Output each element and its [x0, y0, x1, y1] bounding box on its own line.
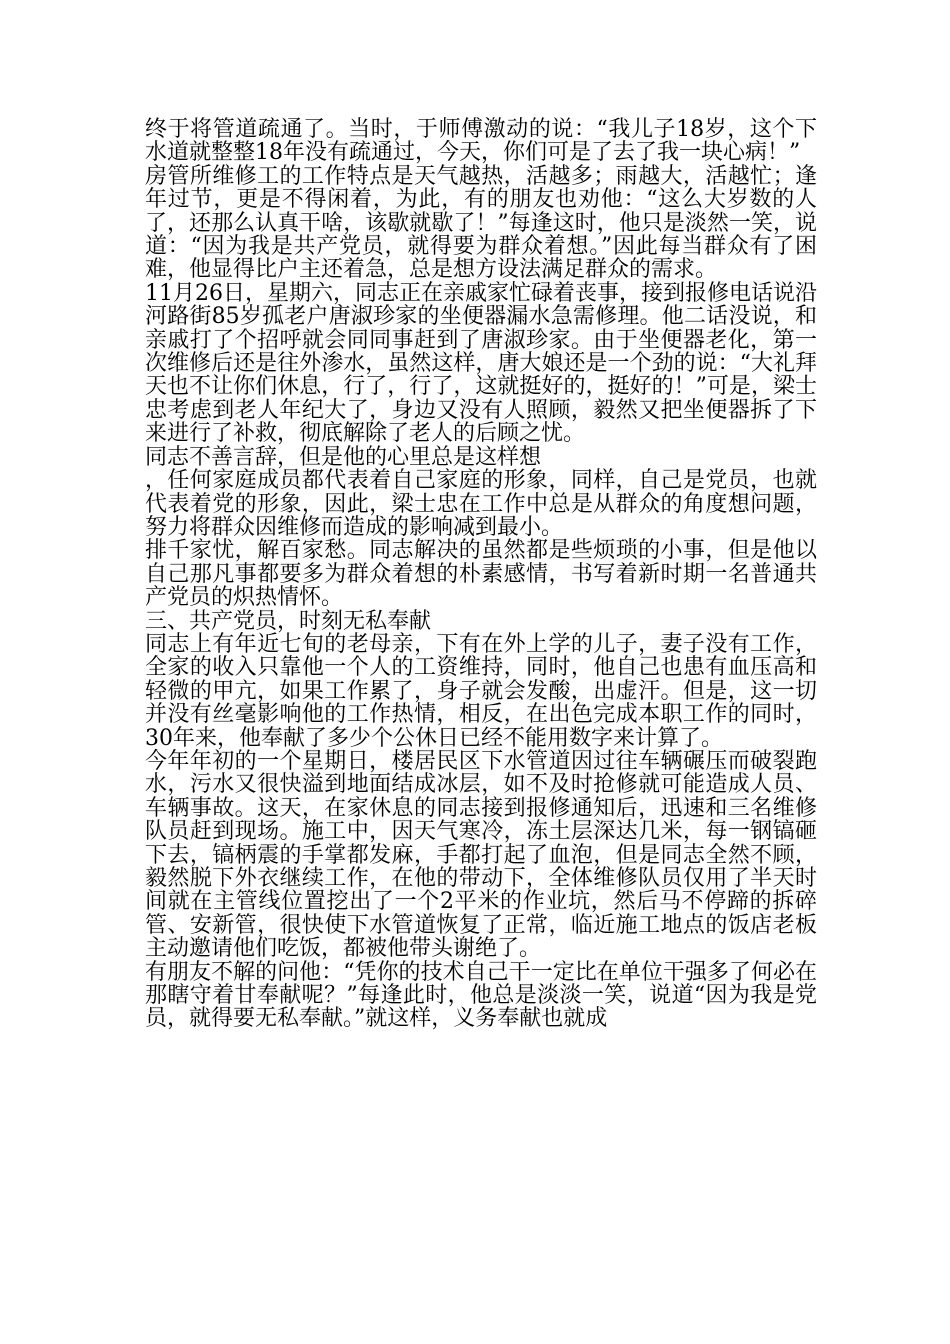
- paragraph-4: 同志不善言辞，但是他的心里总是这样想: [145, 444, 542, 470]
- document-body: [145, 118, 817, 1031]
- paragraph-1: 终于将管道疏通了。当时，于师傅激动的说：“我儿子18岁，这个下水道就整整18年没有疏通过，今天，你们可是了去了我一块心病！”: [145, 117, 817, 166]
- paragraph-2: 房管所维修工的工作特点是天气越热，活越多；雨越大，活越忙；逢年过节，更是不得闲着，为此，有的朋友也劝他：“这么大岁数的人了，还那么认真干啥，该歇就歇了！”每逢这时，他只是淡然一笑，说道：“因为我是共产党员，就得要为群众着想。”因此每当群众有了困难，他显得比户主还着急，总是想方设法满足群众的需求。: [145, 163, 817, 283]
- paragraph-9: 有朋友不解的问他：“凭你的技术自己干一定比在单位干强多了何必在那瞎守着甘奉献呢？”每逢此时，他总是淡淡一笑，说道“因为我是党员，就得要无私奉献。”就这样，义务奉献也就成: [145, 959, 817, 1032]
- section-heading: 三、共产党员，时刻无私奉献: [145, 608, 432, 634]
- paragraph-5: ，任何家庭成员都代表着自己家庭的形象，同样，自己是党员，也就代表着党的形象，因此，梁士忠在工作中总是从群众的角度想问题，努力将群众因维修而造成的影响减到最小。: [145, 468, 817, 540]
- paragraph-7: 同志上有年近七旬的老母亲，下有在外上学的儿子，妻子没有工作，全家的收入只靠他一个人的工资维持，同时，他自己也患有血压高和轻微的甲亢，如果工作累了，身子就会发酸，出虚汗。但是，这一切并没有丝毫影响他的工作热情，相反，在出色完成本职工作的同时，30年来，他奉献了多少个公休日已经不能用数字来计算了。: [145, 631, 817, 751]
- paragraph-6: 排千家忧，解百家愁。同志解决的虽然都是些烦琐的小事，但是他以自己那凡事都要多为群众着想的朴素感情，书写着新时期一名普通共产党员的炽热情怀。: [145, 538, 817, 611]
- paragraph-3: 11月26日，星期六，同志正在亲戚家忙碌着丧事，接到报修电话说沿河路街85岁孤老户唐淑珍家的坐便器漏水急需修理。他二话没说，和亲戚打了个招呼就会同同事赶到了唐淑珍家。由于坐便器老化，第一次维修后还是往外渗水，虽然这样，唐大娘还是一个劲的说：“大礼拜天也不让你们休息，行了，行了，这就挺好的，挺好的！”可是，梁士忠考虑到老人年纪大了，身边又没有人照顾，毅然又把坐便器拆了下来进行了补救，彻底解除了老人的后顾之忧。: [145, 280, 817, 447]
- paragraph-8: 今年年初的一个星期日，楼居民区下水管道因过往车辆碾压而破裂跑水，污水又很快溢到地面结成冰层，如不及时抢修就可能造成人员、车辆事故。这天，在家休息的同志接到报修通知后，迅速和三名维修队员赶到现场。施工中，因天气寒冷，冻土层深达几米，每一钢镐砸下去，镐柄震的手掌都发麻，手都打起了血泡，但是同志全然不顾，毅然脱下外衣继续工作，在他的带动下，全体维修队员仅用了半天时间就在主管线位置挖出了一个2平米的作业坑，然后马不停蹄的拆碎管、安新管，很快使下水管道恢复了正常，临近施工地点的饭店老板主动邀请他们吃饭，都被他带头谢绝了。: [145, 748, 817, 962]
